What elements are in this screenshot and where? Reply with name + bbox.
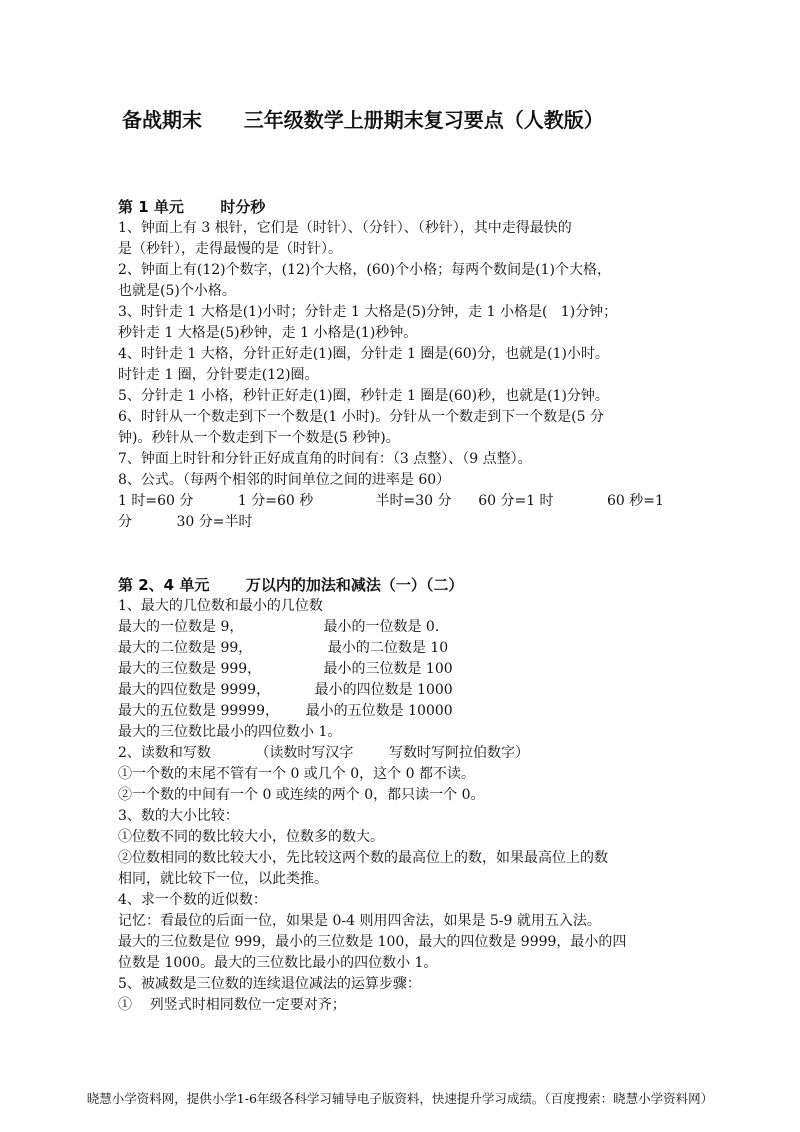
page-title: 备战期末 三年级数学上册期末复习要点（人教版） [122, 108, 604, 132]
text-line: 2、读数和写数 （读数时写汉字 写数时写阿拉伯数字） [118, 745, 530, 761]
text-line: 1、最大的几位数和最小的几位数 [118, 598, 323, 614]
section-heading: 第 1 单元 时分秒 [118, 198, 266, 216]
text-line: 1 时=60 分 1 分=60 秒 半时=30 分 60 分=1 时 60 秒=1 [118, 493, 664, 509]
text-line: 最大的三位数是位 999，最小的三位数是 100，最大的四位数是 9999，最小的四 [118, 934, 627, 950]
text-line: 钟)。秒针从一个数走到下一个数是(5 秒钟)。 [118, 430, 400, 446]
text-line: 3、时针走 1 大格是(1)小时；分针走 1 大格是(5)分钟，走 1 小格是( 1)分钟； [118, 304, 618, 320]
text-line: 4、时针走 1 大格，分针正好走(1)圈，分针走 1 圈是(60)分，也就是(1)小时。 [118, 346, 609, 362]
section-heading: 第 2、4 单元 万以内的加法和减法（一）（二） [118, 576, 464, 594]
text-line: ① 列竖式时相同数位一定要对齐； [118, 997, 346, 1013]
text-line: 最大的三位数比最小的四位数小 1。 [118, 724, 342, 740]
section-unit-2-4 [118, 574, 688, 1016]
section-unit-1 [118, 196, 688, 533]
text-line: 分 30 分=半时 [118, 514, 253, 530]
text-line: 最大的二位数是 99， 最小的二位数是 10 [118, 640, 449, 656]
text-line: ②位数相同的数比较大小，先比较这两个数的最高位上的数，如果最高位上的数 [118, 850, 608, 866]
text-line: 2、钟面上有(12)个数字，(12)个大格，(60)个小格；每两个数间是(1)个大格， [118, 262, 611, 278]
text-line: 3、数的大小比较： [118, 808, 239, 824]
text-line: 最大的五位数是 99999， 最小的五位数是 10000 [118, 703, 453, 719]
text-line: 相同，就比较下一位，以此类推。 [118, 871, 328, 887]
page-footer: 晓慧小学资料网，提供小学1-6年级各科学习辅导电子版资料，快速提升学习成绩。（百度搜索：晓慧小学资料网） [86, 1091, 714, 1106]
text-line: 是（秒针），走得最慢的是（时针）。 [118, 241, 342, 257]
text-line: 时针走 1 圈，分针要走(12)圈。 [118, 367, 319, 383]
text-line: ①一个数的末尾不管有一个 0 或几个 0，这个 0 都不读。 [118, 766, 475, 782]
text-line: 也就是(5)个小格。 [118, 283, 236, 299]
text-line: 5、被减数是三位数的连续退位减法的运算步骤： [118, 976, 421, 992]
text-line: 最大的四位数是 9999， 最小的四位数是 1000 [118, 682, 453, 698]
text-line: 5、分针走 1 小格，秒针正好走(1)圈，秒针走 1 圈是(60)秒，也就是(1)分钟。 [118, 388, 609, 404]
text-line: 最大的三位数是 999， 最小的三位数是 100 [118, 661, 453, 677]
text-line: 最大的一位数是 9， 最小的一位数是 0. [118, 619, 440, 635]
text-line: 4、求一个数的近似数： [118, 892, 267, 908]
text-line: 秒针走 1 大格是(5)秒钟，走 1 小格是(1)秒钟。 [118, 325, 418, 341]
text-line: ②一个数的中间有一个 0 或连续的两个 0，都只读一个 0。 [118, 787, 485, 803]
text-line: 7、钟面上时针和分针正好成直角的时间有：（3 点整）、（9 点整）。 [118, 451, 532, 467]
text-line: 位数是 1000。最大的三位数比最小的四位数小 1。 [118, 955, 438, 971]
text-line: ①位数不同的数比较大小，位数多的数大。 [118, 829, 384, 845]
text-line: 8、公式。（每两个相邻的时间单位之间的进率是 60） [118, 472, 451, 488]
text-line: 1、钟面上有 3 根针，它们是（时针）、（分针）、（秒针），其中走得最快的 [118, 220, 572, 236]
text-line: 记忆：看最位的后面一位，如果是 0-4 则用四舍法，如果是 5-9 就用五入法。 [118, 913, 601, 929]
text-line: 6、时针从一个数走到下一个数是(1 小时)。分针从一个数走到下一个数是(5 分 [118, 409, 605, 425]
